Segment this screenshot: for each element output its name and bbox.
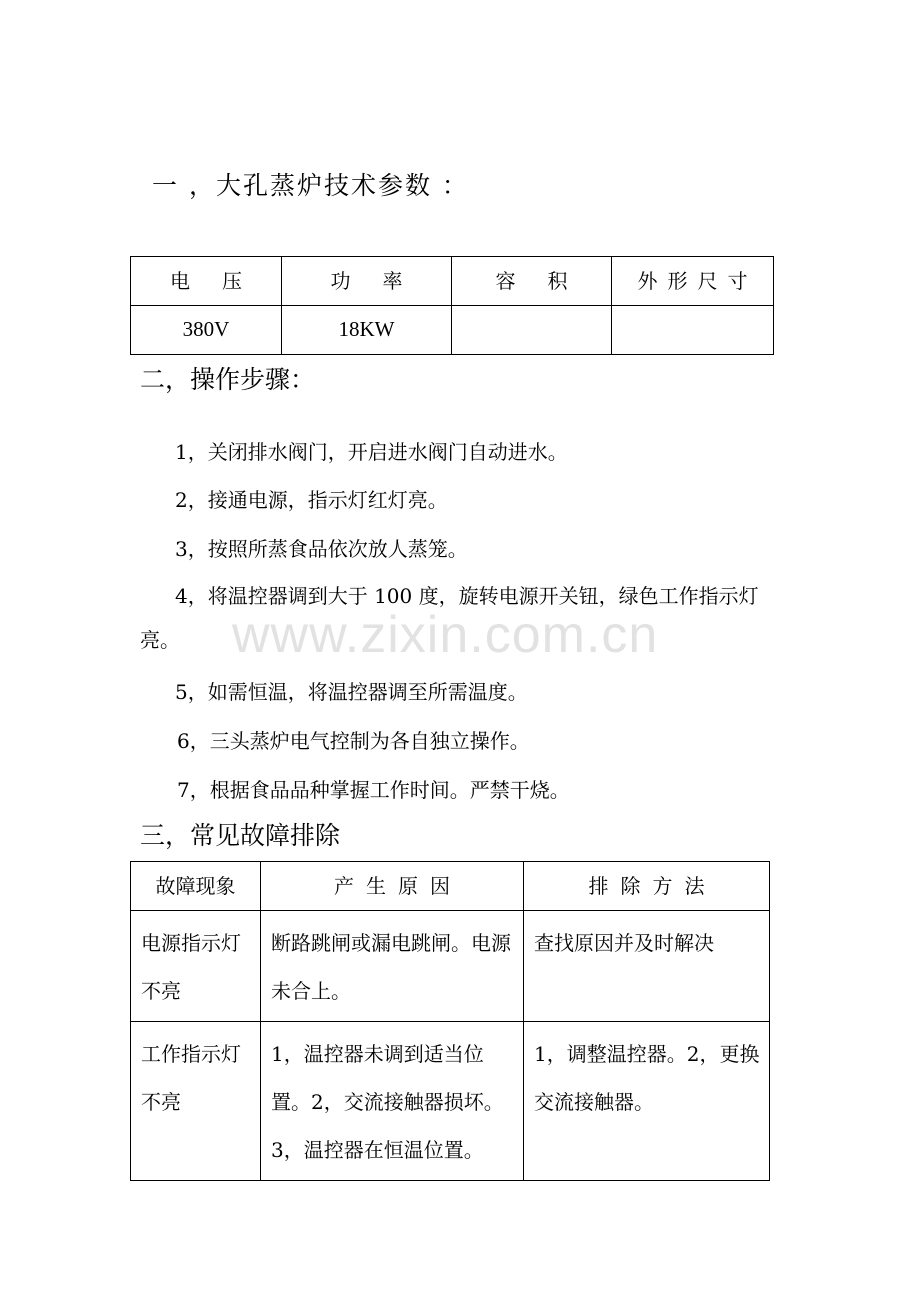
section-title-specs: 一 ，大孔蒸炉技术参数 ： <box>152 171 469 200</box>
step-item: 2，接通电源，指示灯红灯亮。 <box>175 488 448 512</box>
fault-header-cause: 产生原因 <box>261 862 524 911</box>
spec-header-voltage: 电压 <box>131 257 282 306</box>
spec-header-power: 功率 <box>282 257 452 306</box>
fault-header-fix: 排除方法 <box>524 862 770 911</box>
spec-header-row <box>131 257 774 306</box>
fault-row <box>131 1022 770 1181</box>
step-item: 6，三头蒸炉电气控制为各自独立操作。 <box>177 729 530 753</box>
fault-cause: 断路跳闸或漏电跳闸。电源未合上。 <box>261 911 524 1022</box>
spec-value-volume <box>452 306 612 355</box>
step-item: 3，按照所蒸食品依次放人蒸笼。 <box>175 537 468 561</box>
fault-row <box>131 911 770 1022</box>
fault-table <box>130 861 770 1181</box>
fault-header-symptom: 故障现象 <box>131 862 261 911</box>
spec-value-voltage: 380V <box>131 306 282 355</box>
spec-value-power: 18KW <box>282 306 452 355</box>
watermark: www.zixin.com.cn <box>232 606 659 664</box>
fault-fix: 查找原因并及时解决 <box>524 911 770 1022</box>
fault-header-row <box>131 862 770 911</box>
spec-value-dimensions <box>612 306 774 355</box>
spec-header-dimensions: 外形尺寸 <box>612 257 774 306</box>
fault-symptom: 电源指示灯不亮 <box>131 911 261 1022</box>
step-item: 7，根据食品品种掌握工作时间。严禁干烧。 <box>177 778 570 802</box>
section-title-steps: 二，操作步骤： <box>140 365 316 394</box>
fault-symptom: 工作指示灯不亮 <box>131 1022 261 1181</box>
spec-header-volume: 容积 <box>452 257 612 306</box>
spec-table <box>130 256 774 355</box>
step-item: 4，将温控器调到大于 100 度，旋转电源开关钮，绿色工作指示灯亮。 <box>140 584 759 652</box>
fault-cause: 1，温控器未调到适当位置。2，交流接触器损坏。3，温控器在恒温位置。 <box>261 1022 524 1181</box>
spec-value-row <box>131 306 774 355</box>
step-item: 1，关闭排水阀门，开启进水阀门自动进水。 <box>175 440 568 464</box>
fault-fix: 1，调整温控器。2，更换交流接触器。 <box>524 1022 770 1181</box>
step-item: 5，如需恒温，将温控器调至所需温度。 <box>175 680 528 704</box>
section-title-troubleshooting: 三，常见故障排除 <box>140 821 341 850</box>
